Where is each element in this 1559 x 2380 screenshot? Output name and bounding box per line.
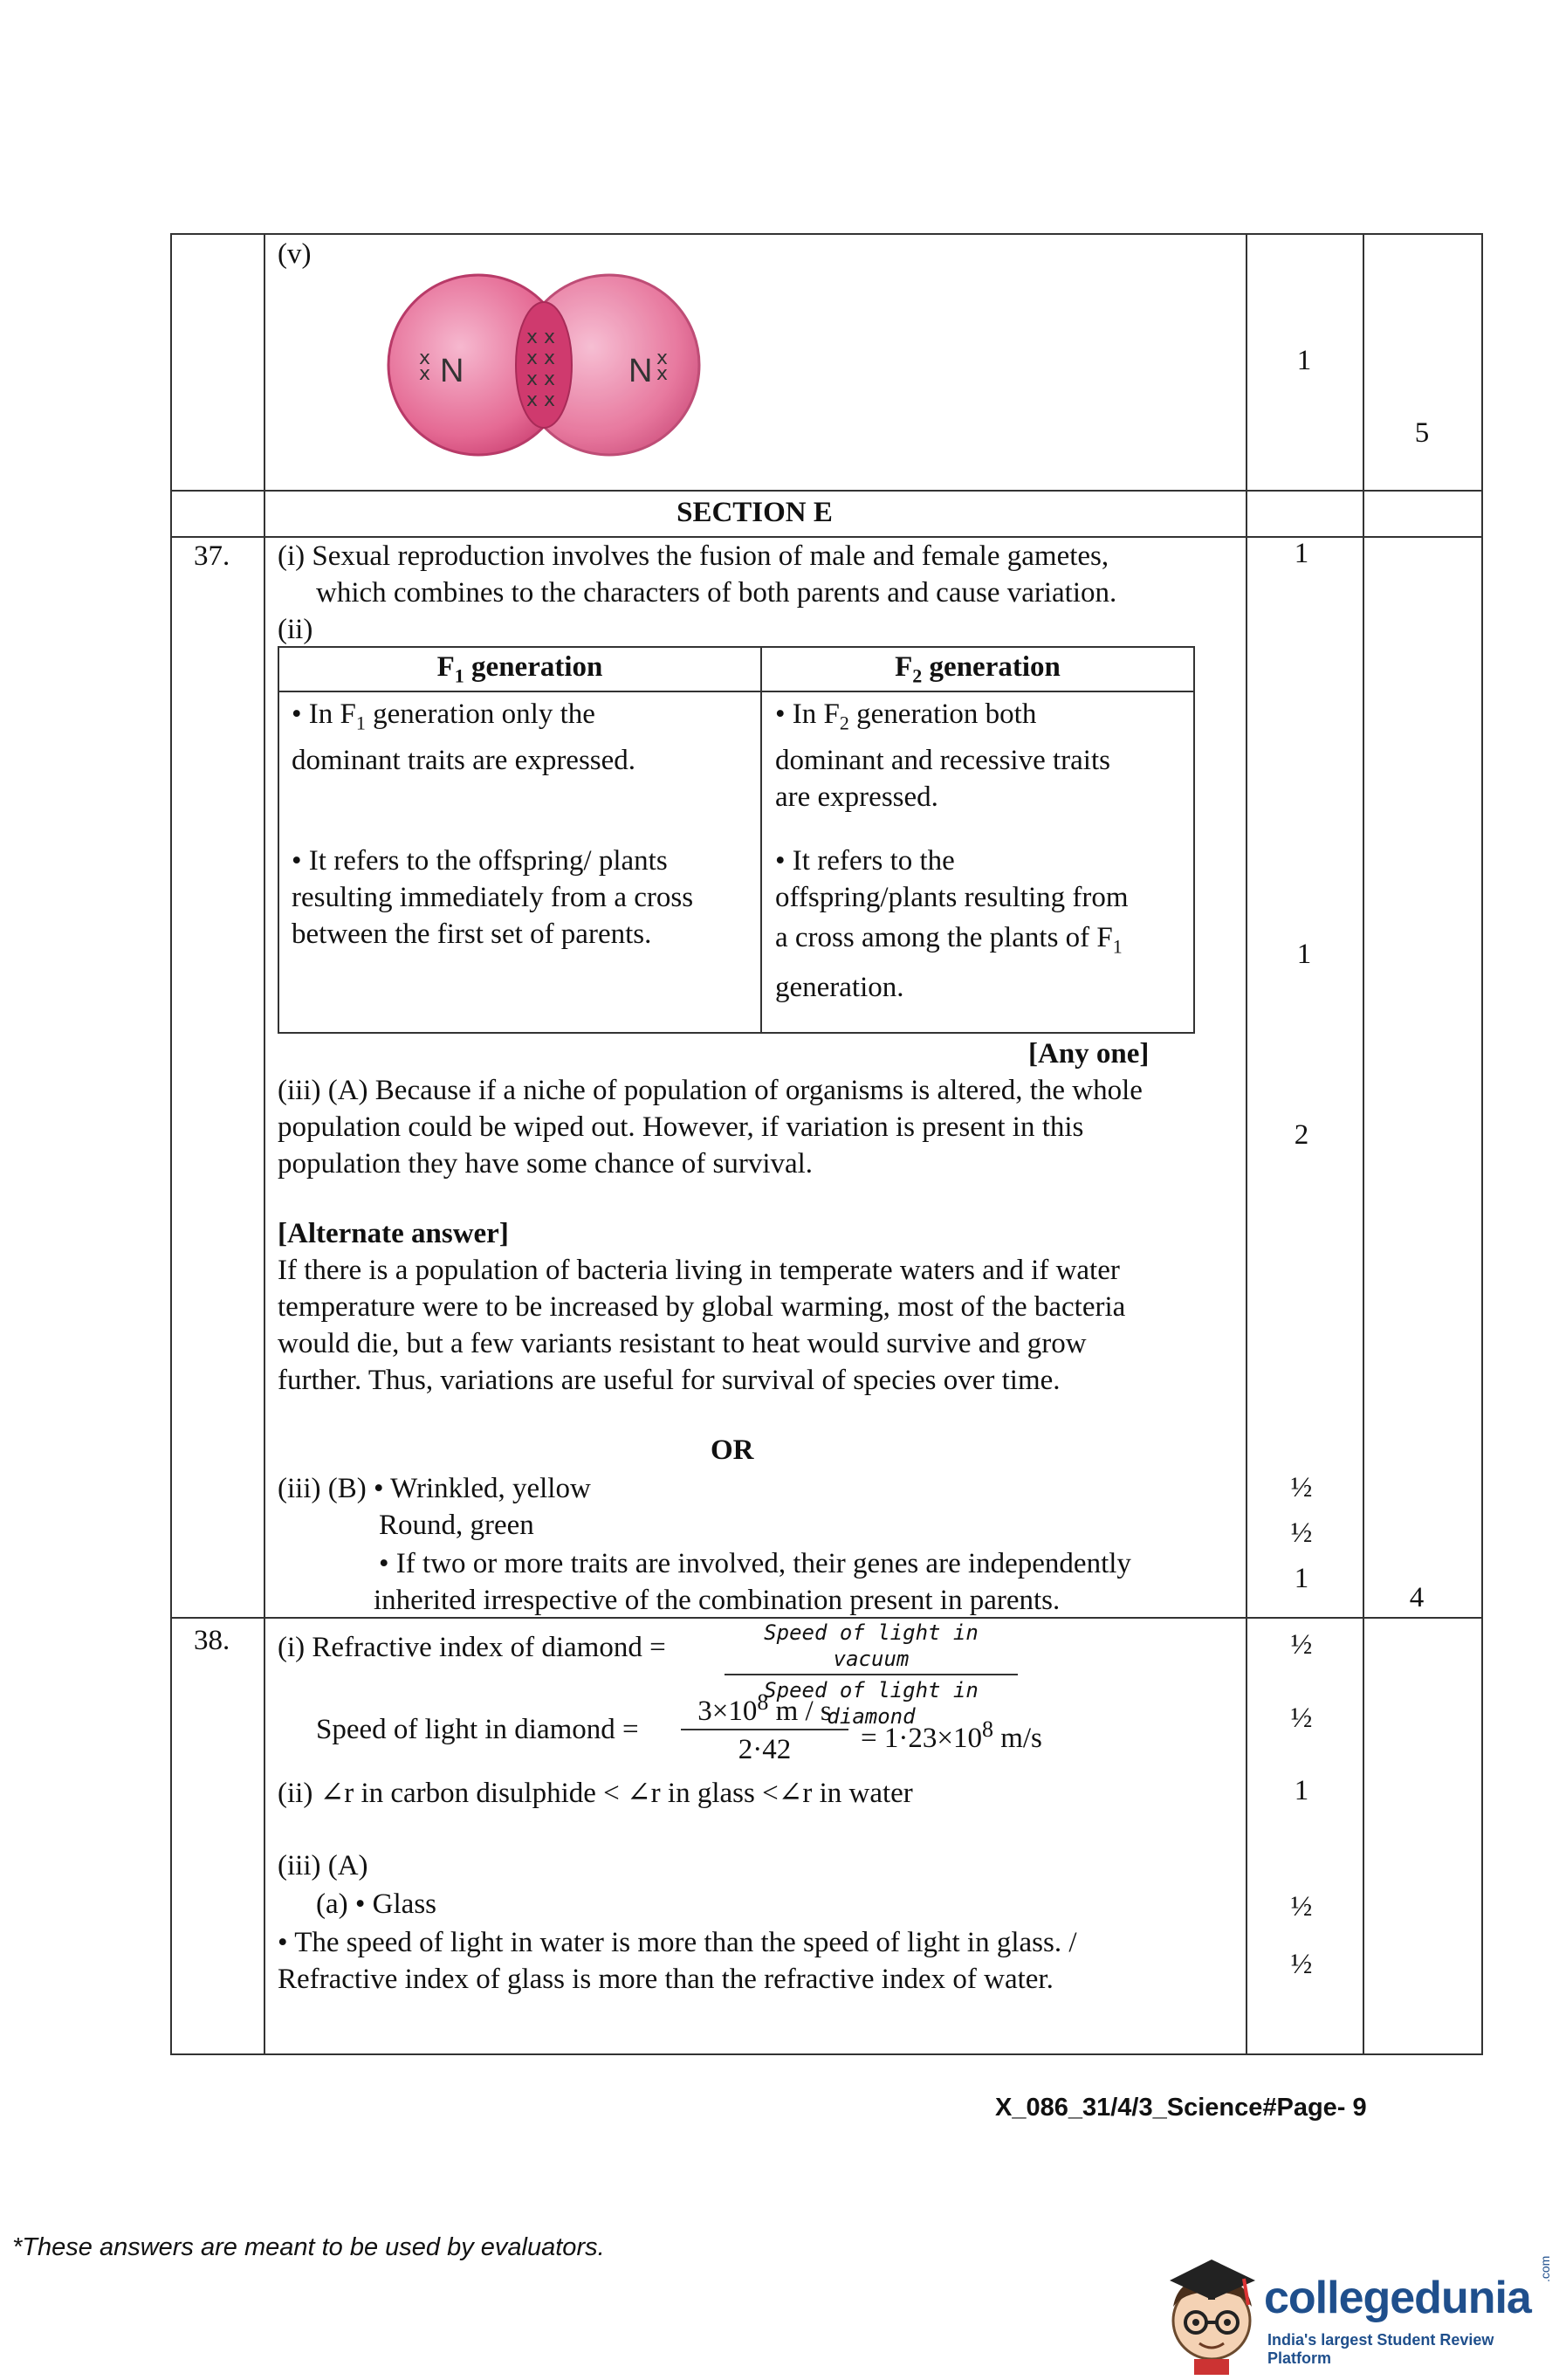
f2-row2-line2: offspring/plants resulting from [775,882,1129,913]
q37-iiiB-line3: • If two or more traits are involved, their genes are independently [379,1548,1131,1579]
q37-ii-label: (ii) [278,614,313,645]
any-one-note: [Any one] [1028,1038,1150,1070]
speed-mark: ½ [1290,1702,1313,1734]
q37-iiiA: (iii) (A) Because if a niche of population of organisms is altered, the whole population could be wiped out. However, if variation is present in this population they have some chance of survival. [278,1075,1143,1180]
f2-row2-line1: • It refers to the [775,845,955,877]
svg-text:x x: x x [526,347,556,369]
student-mascot-icon [1161,2253,1266,2375]
brand-tagline: India's largest Student Review Platform [1267,2331,1494,2367]
svg-text:x: x [656,347,669,369]
q38-i-mark: ½ [1290,1629,1313,1661]
section-title: SECTION E [676,497,833,528]
q37-i-mark: 1 [1294,538,1309,569]
q37-i-line1: (i) Sexual reproduction involves the fusion of male and female gametes, [278,540,1109,572]
alternate-answer-text: If there is a population of bacteria living in temperate waters and if water temperature were to be increased by global warming, most of the bacteria would die, but a few variants resistant to heat would survive and grow further. Thus, variations are useful for survival of species over time. [278,1255,1126,1396]
f2-row1-line3: are expressed. [775,781,938,813]
evaluator-disclaimer: *These answers are meant to be used by evaluators. [12,2233,605,2261]
part-v-mark: 1 [1296,345,1312,376]
part-v-total: 5 [1414,417,1430,449]
f2-row1-line1: • In $F_2$ generation both [775,698,1037,734]
alternate-answer-title: [Alternate answer] [278,1218,509,1249]
svg-text:x: x [656,363,669,385]
right-n-label: N [628,353,653,389]
svg-text:x x: x x [526,368,556,390]
q37-iiiB-mark2: ½ [1290,1517,1313,1549]
part-v-label: (v) [278,238,312,270]
svg-text:x: x [419,363,431,385]
f1-row2-cell [292,843,693,953]
q37-iiiA-mark: 2 [1294,1119,1309,1151]
q38-iii-a: (a) • Glass [316,1888,437,1920]
table-header-f1: $F_1$ generation [436,651,603,687]
q38-iii-a-mark: ½ [1290,1891,1313,1923]
q38-ii: (ii) ∠r in carbon disulphide < ∠r in glass <∠r in water [278,1778,913,1809]
q37-number: 37. [194,540,230,572]
left-chromosome-x: x [419,347,431,369]
svg-text:x x: x x [526,327,556,348]
frac-denominator: Speed of light in diamond [764,1678,979,1729]
brand-name: collegedunia [1264,2273,1531,2323]
f2-row1-cell [775,696,1110,815]
f1-row1-line2: dominant traits are expressed. [292,744,636,776]
fused-chromosomes [526,327,555,411]
speed-prefix: Speed of light in diamond = [316,1714,639,1745]
q37-iiiB-line2: Round, green [379,1510,534,1541]
q37-iiiB-mark1: ½ [1290,1472,1313,1503]
table-header-f2: $F_2$ generation [895,651,1061,687]
q37-total: 4 [1409,1582,1425,1613]
q37-iiiB-line1: (iii) (B) • Wrinkled, yellow [278,1473,591,1504]
speed-result: = $1\cdot 23\times 10^8$ m/s [861,1716,1042,1754]
page-code: X_086_31/4/3_Science#Page- 9 [995,2094,1367,2122]
q38-number: 38. [194,1625,230,1656]
f2-row2-line3: a cross among the plants of $F_1$ [775,922,1123,958]
f1-row2-line2: resulting immediately from a cross [292,882,694,913]
svg-text:x x: x x [526,389,556,411]
q37-ii-mark: 1 [1296,939,1312,970]
q38-ii-mark: 1 [1294,1775,1309,1806]
q37-i-line2: which combines to the characters of both parents and cause variation. [316,577,1117,609]
q38-i-prefix: (i) Refractive index of diamond = [278,1632,666,1663]
q37-iiiB-line4: inherited irrespective of the combination present in parents. [374,1585,1061,1616]
frac-numerator: Speed of light in vacuum [764,1620,979,1671]
or-divider: OR [711,1434,754,1466]
f2-row2-line4: generation. [775,971,904,1003]
f1-row1-line1: • In $F_1$ generation only the [292,698,595,734]
q38-iii-b-line2: Refractive index of glass is more than the refractive index of water. [278,1964,1054,1995]
collegedunia-logo[interactable] [1161,2253,1554,2375]
f1-row2-line1: • It refers to the offspring/ plants [292,845,668,877]
q38-iii-b-mark: ½ [1290,1949,1313,1980]
left-n-label: N [440,353,464,389]
q37-iiiB-mark3: 1 [1294,1563,1309,1594]
f1-row2-line3: between the first set of parents. [292,918,652,950]
venn-diagram [384,266,716,467]
q38-iii-label: (iii) (A) [278,1850,368,1881]
f2-row2-cell [775,843,1129,1006]
brand-com: .com [1538,2255,1552,2282]
speed-fraction: $3\times 10^8$ m / s 2·42 [681,1685,848,1769]
f1-row1-cell [292,696,635,779]
q38-iii-b-line1: • The speed of light in water is more than the speed of light in glass. / [278,1927,1077,1958]
f2-row1-line2: dominant and recessive traits [775,744,1110,776]
